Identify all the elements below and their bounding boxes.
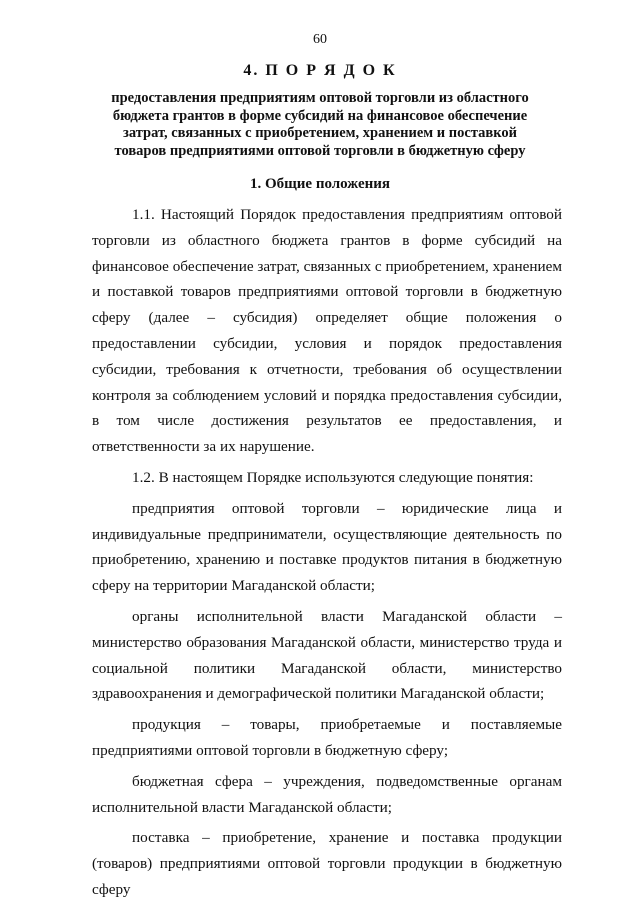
section-title: 1. Общие положения bbox=[249, 176, 391, 192]
paragraph: органы исполнительной власти Магаданской области – министерство образования Магаданской области, министерство труда и социальной политики Магаданской области, министерство здравоохранения и демографической политики Магаданской области; bbox=[92, 607, 562, 703]
paragraph: продукция – товары, приобретаемые и поставляемые предприятиями оптовой торговли в бюджетную сферу; bbox=[92, 716, 562, 759]
paragraph: поставка – приобретение, хранение и поставка продукции (товаров) предприятиями оптовой торговли продукции в бюджетную сферу bbox=[92, 829, 562, 898]
paragraph: 1.2. В настоящем Порядке используются следующие понятия: bbox=[132, 468, 534, 486]
paragraph: бюджетная сфера – учреждения, подведомственные органам исполнительной власти Магаданской области; bbox=[92, 772, 562, 816]
document-subheading: предоставления предприятиям оптовой торговли из областного бюджета грантов в форме субсидий на финансовое обеспечение затрат, связанных с приобретением, хранением и поставкой товаров предприятиями оптовой торговли в бюджетную сферу bbox=[111, 90, 529, 159]
paragraph: 1.1. Настоящий Порядок предоставления предприятиям оптовой торговли из областного бюджета грантов в форме субсидий на финансовое обеспечение затрат, связанных с приобретением, хранением и поставкой товаров предприятиями оптовой торговли в бюджетную сферу (далее – субсидия) определяет общие положения о предоставлении субсидии, условия и порядок предоставления субсидии, требования к отчетности, требования об осуществлении контроля за соблюдением условий и порядка предоставления субсидии, в том числе достижения результатов ее предоставления, и ответственности за их нарушение. bbox=[92, 206, 562, 456]
document-heading: 4. П О Р Я Д О К bbox=[243, 62, 397, 79]
paragraph: предприятия оптовой торговли – юридические лица и индивидуальные предприниматели, осуществляющие деятельность по приобретению, хранению и поставке продуктов питания в бюджетную сферу на территории Магаданской области; bbox=[92, 499, 562, 595]
document-body bbox=[92, 202, 562, 908]
page-number: 60 bbox=[313, 32, 327, 47]
